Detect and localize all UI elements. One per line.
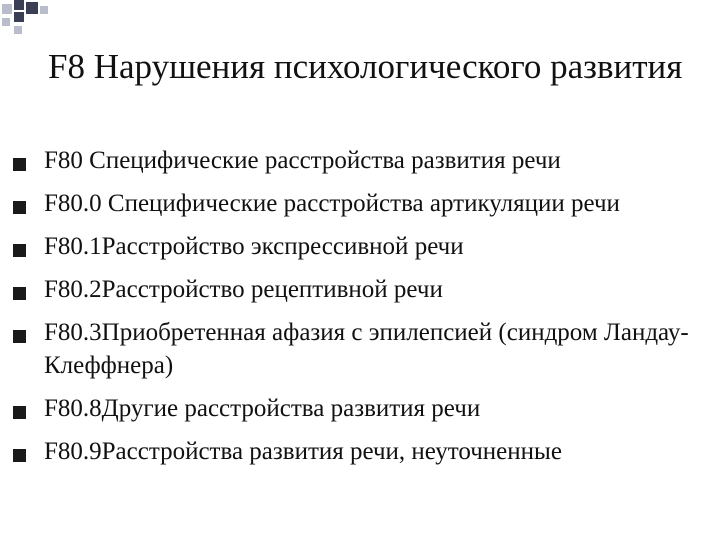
list-item <box>0 393 720 426</box>
list-item <box>0 231 720 264</box>
bullet-list <box>0 145 720 479</box>
list-item-text: F80.1Расстройство экспрессивной речи <box>44 233 464 260</box>
square-bullet-icon <box>13 158 26 171</box>
slide-title: F8 Нарушения психологического развития <box>48 47 683 86</box>
list-item-text: F80.8Другие расстройства развития речи <box>44 394 481 422</box>
list-item <box>0 274 720 307</box>
square-bullet-icon <box>13 287 26 300</box>
list-item <box>0 188 720 221</box>
list-item-text: F80.2Расстройство рецептивной речи <box>44 276 443 303</box>
list-item-text: F80.9Расстройства развития речи, неуточненные <box>44 437 562 465</box>
list-item <box>0 317 720 382</box>
list-item <box>0 436 720 469</box>
list-item-text: F80.3Приобретенная афазия с эпилепсией (синдром Ландау-Клеффнера) <box>44 319 689 379</box>
square-bullet-icon <box>13 449 26 462</box>
list-item <box>0 145 720 178</box>
square-bullet-icon <box>13 244 26 257</box>
square-bullet-icon <box>13 330 26 343</box>
square-bullet-icon <box>13 406 26 419</box>
decorative-squares-icon <box>0 0 60 44</box>
list-item-text: F80 Специфические расстройства развития речи <box>44 147 561 174</box>
square-bullet-icon <box>13 201 26 214</box>
list-item-text: F80.0 Специфические расстройства артикуляции речи <box>44 190 620 217</box>
